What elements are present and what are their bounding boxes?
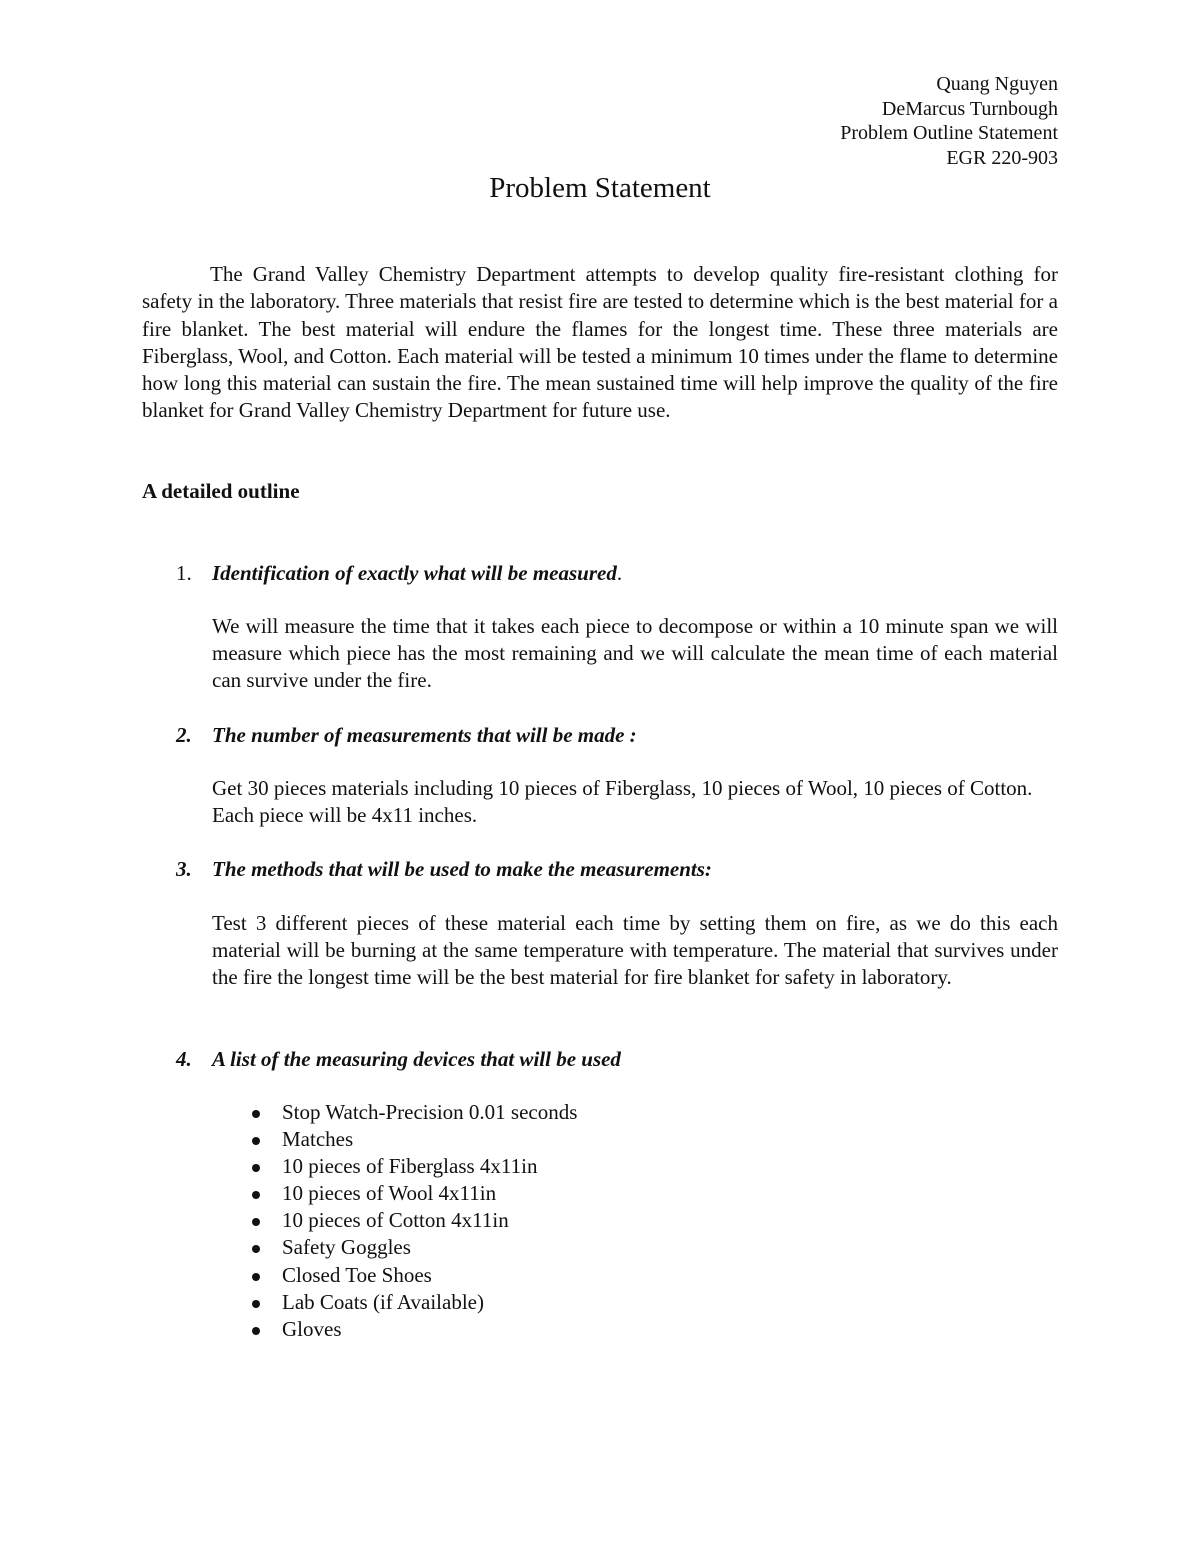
list-item-text: 10 pieces of Wool 4x11in <box>282 1181 497 1206</box>
list-item-text: 10 pieces of Cotton 4x11in <box>282 1208 509 1233</box>
section-number: 2. <box>176 723 192 747</box>
bullet-icon <box>252 1137 260 1145</box>
list-item-text: Matches <box>282 1127 354 1152</box>
document-type: Problem Outline Statement <box>840 122 1058 144</box>
bullet-icon <box>252 1164 260 1172</box>
header-block <box>840 72 1058 170</box>
list-item <box>212 1180 577 1207</box>
section-number: 3. <box>176 857 192 881</box>
list-item <box>212 1234 577 1261</box>
section-heading: The number of measurements that will be made : <box>212 723 637 747</box>
page-title: Problem Statement <box>489 172 711 204</box>
list-item-text: Closed Toe Shoes <box>282 1262 432 1287</box>
section-heading: A list of the measuring devices that will be used <box>212 1047 621 1071</box>
bullet-icon <box>252 1300 260 1308</box>
intro-paragraph: The Grand Valley Chemistry Department attempts to develop quality fire-resistant clothing for safety in the laboratory. Three materials that resist fire are tested to determine which is the best material for a fire blanket. The best material will endure the flames for the longest time. These three materials are Fiberglass, Wool, and Cotton. Each material will be tested a minimum 10 times under the flame to determine how long this material can sustain the fire. The mean sustained time will help improve the quality of the fire blanket for Grand Valley Chemistry Department for future use. <box>142 262 1058 423</box>
outline-heading: A detailed outline <box>142 479 300 503</box>
section-number: 1. <box>176 561 192 585</box>
course-code: EGR 220-903 <box>946 146 1058 169</box>
list-item <box>212 1099 577 1126</box>
list-item <box>212 1316 577 1343</box>
list-item <box>212 1153 577 1180</box>
devices-list <box>212 1099 577 1343</box>
section-heading <box>212 560 622 587</box>
list-item-text: Safety Goggles <box>282 1235 411 1260</box>
bullet-icon <box>252 1191 260 1199</box>
bullet-icon <box>252 1273 260 1281</box>
section-body: Get 30 pieces materials including 10 pieces of Fiberglass, 10 pieces of Wool, 10 pieces of Cotton. Each piece will be 4x11 inches. <box>212 776 1033 828</box>
section-body: Test 3 different pieces of these material each time by setting them on fire, as we do this each material will be burning at the same temperature with temperature. The material that survives under the fire the longest time will be the best material for fire blanket for safety in laboratory. <box>212 911 1058 990</box>
author-name: Quang Nguyen <box>936 73 1058 95</box>
author-name: DeMarcus Turnbough <box>881 97 1058 120</box>
section-number: 4. <box>176 1047 192 1071</box>
list-item <box>212 1289 577 1316</box>
section-heading: The methods that will be used to make the measurements: <box>212 857 712 881</box>
list-item <box>212 1207 577 1234</box>
list-item <box>212 1126 577 1153</box>
list-item <box>212 1262 577 1289</box>
bullet-icon <box>252 1245 260 1253</box>
list-item-text: 10 pieces of Fiberglass 4x11in <box>282 1154 538 1179</box>
list-item-text: Stop Watch-Precision 0.01 seconds <box>282 1100 578 1124</box>
bullet-icon <box>252 1218 260 1226</box>
section-body: We will measure the time that it takes each piece to decompose or within a 10 minute span we will measure which piece has the most remaining and we will calculate the mean time of each material can survive under the fire. <box>212 614 1058 693</box>
section-heading-text: Identification of exactly what will be measured <box>212 561 617 585</box>
list-item-text: Lab Coats (if Available) <box>282 1289 484 1314</box>
section-heading-suffix: . <box>616 561 623 585</box>
bullet-icon <box>252 1327 260 1335</box>
list-item-text: Gloves <box>282 1316 342 1341</box>
bullet-icon <box>252 1110 260 1118</box>
